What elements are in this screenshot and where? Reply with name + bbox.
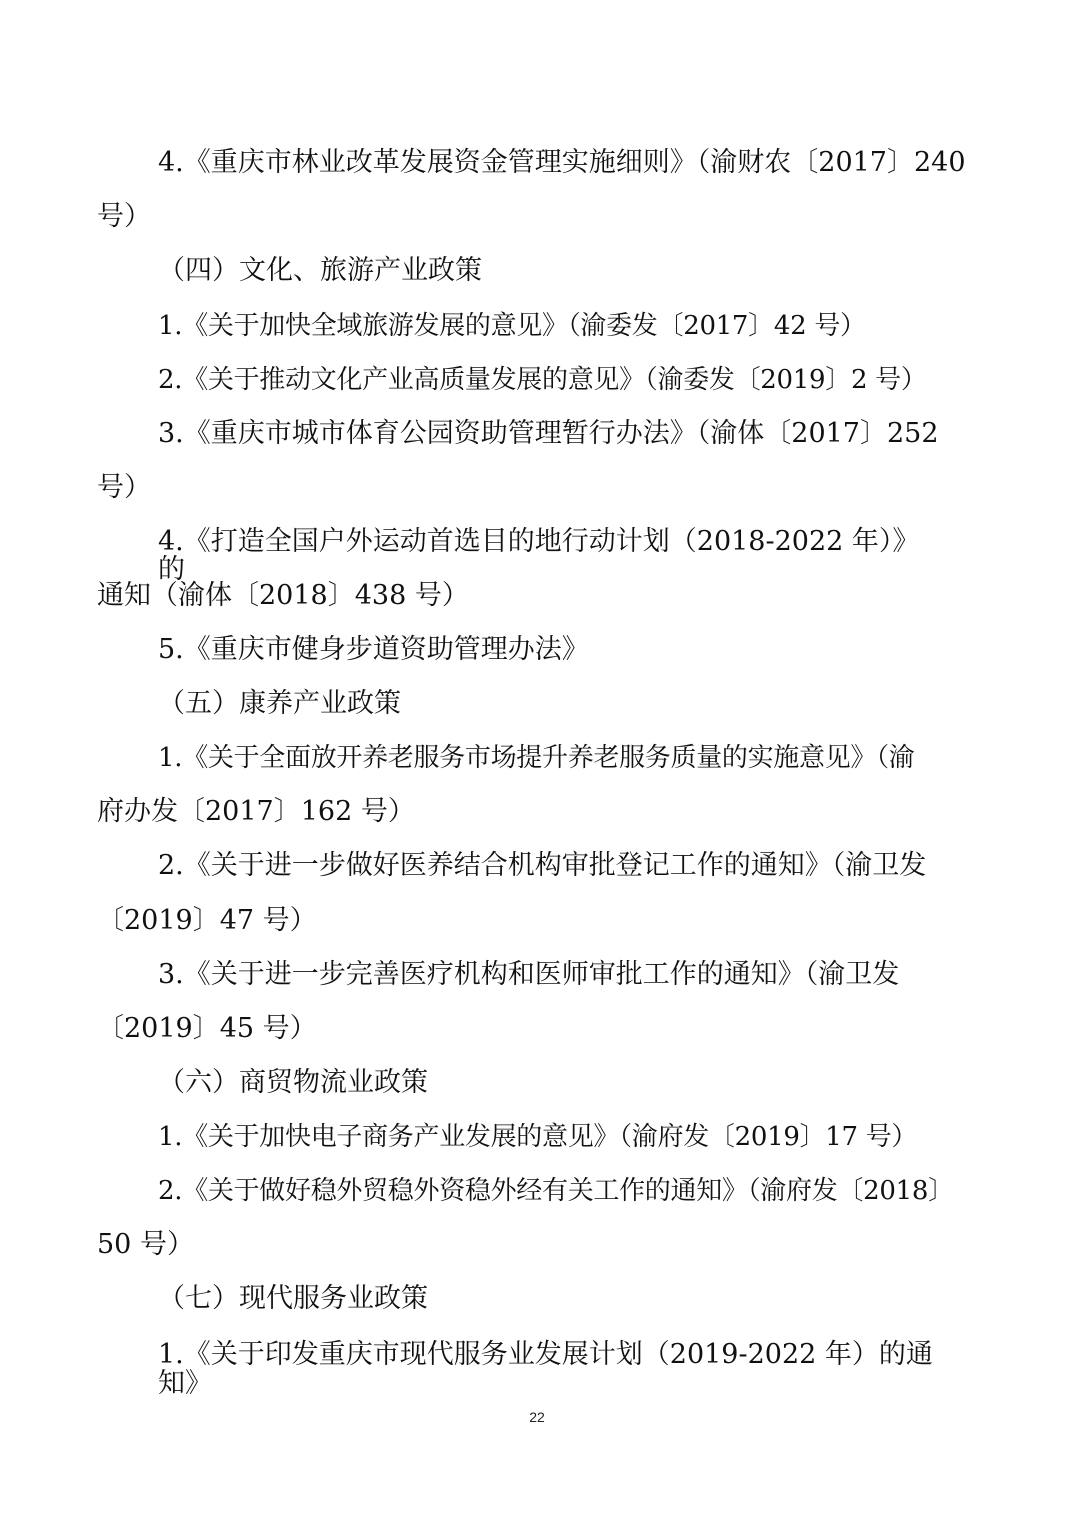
- policy-item-health-3: 3.《关于进一步完善医疗机构和医师审批工作的通知》（渝卫发: [158, 959, 900, 990]
- policy-item-trade-1: 1.《关于加快电子商务产业发展的意见》（渝府发〔2019〕17 号）: [158, 1122, 918, 1152]
- policy-item-culture-4: 4.《打造全国户外运动首选目的地行动计划（2018-2022 年）》: [158, 526, 920, 557]
- policy-item-health-3-cont: 〔2019〕45 号）: [97, 1013, 317, 1044]
- policy-item-culture-4-overlap-char: 的: [158, 554, 185, 585]
- policy-item-forestry-4-cont: 号）: [97, 201, 151, 232]
- section-heading-health-care: （五）康养产业政策: [158, 688, 401, 719]
- policy-item-health-2: 2.《关于进一步做好医养结合机构审批登记工作的通知》（渝卫发: [158, 850, 927, 881]
- policy-item-culture-2: 2.《关于推动文化产业高质量发展的意见》（渝委发〔2019〕2 号）: [158, 365, 927, 395]
- policy-item-culture-1: 1.《关于加快全域旅游发展的意见》（渝委发〔2017〕42 号）: [158, 311, 866, 341]
- policy-item-culture-5: 5.《重庆市健身步道资助管理办法》: [158, 634, 589, 665]
- policy-item-culture-4-cont: 通知（渝体〔2018〕438 号）: [97, 580, 469, 611]
- policy-item-culture-3: 3.《重庆市城市体育公园资助管理暂行办法》（渝体〔2017〕252: [158, 418, 939, 449]
- policy-item-health-1: 1.《关于全面放开养老服务市场提升养老服务质量的实施意见》（渝: [158, 743, 915, 773]
- policy-item-culture-3-cont: 号）: [97, 472, 151, 503]
- policy-item-forestry-4: 4.《重庆市林业改革发展资金管理实施细则》（渝财农〔2017〕240: [158, 147, 966, 178]
- policy-item-trade-2: 2.《关于做好稳外贸稳外资稳外经有关工作的通知》（渝府发〔2018〕: [158, 1176, 954, 1206]
- policy-item-health-1-cont: 府办发〔2017〕162 号）: [97, 796, 415, 827]
- section-heading-culture-tourism: （四）文化、旅游产业政策: [158, 255, 482, 286]
- policy-item-health-2-cont: 〔2019〕47 号）: [97, 905, 317, 936]
- section-heading-modern-services: （七）现代服务业政策: [158, 1283, 428, 1314]
- policy-item-trade-2-cont: 50 号）: [97, 1229, 194, 1260]
- section-heading-trade-logistics: （六）商贸物流业政策: [158, 1067, 428, 1098]
- page-number: 22: [529, 1409, 545, 1425]
- policy-item-services-1-cont: 知》: [158, 1368, 212, 1399]
- policy-item-services-1: 1.《关于印发重庆市现代服务业发展计划（2019-2022 年）的通: [158, 1339, 933, 1370]
